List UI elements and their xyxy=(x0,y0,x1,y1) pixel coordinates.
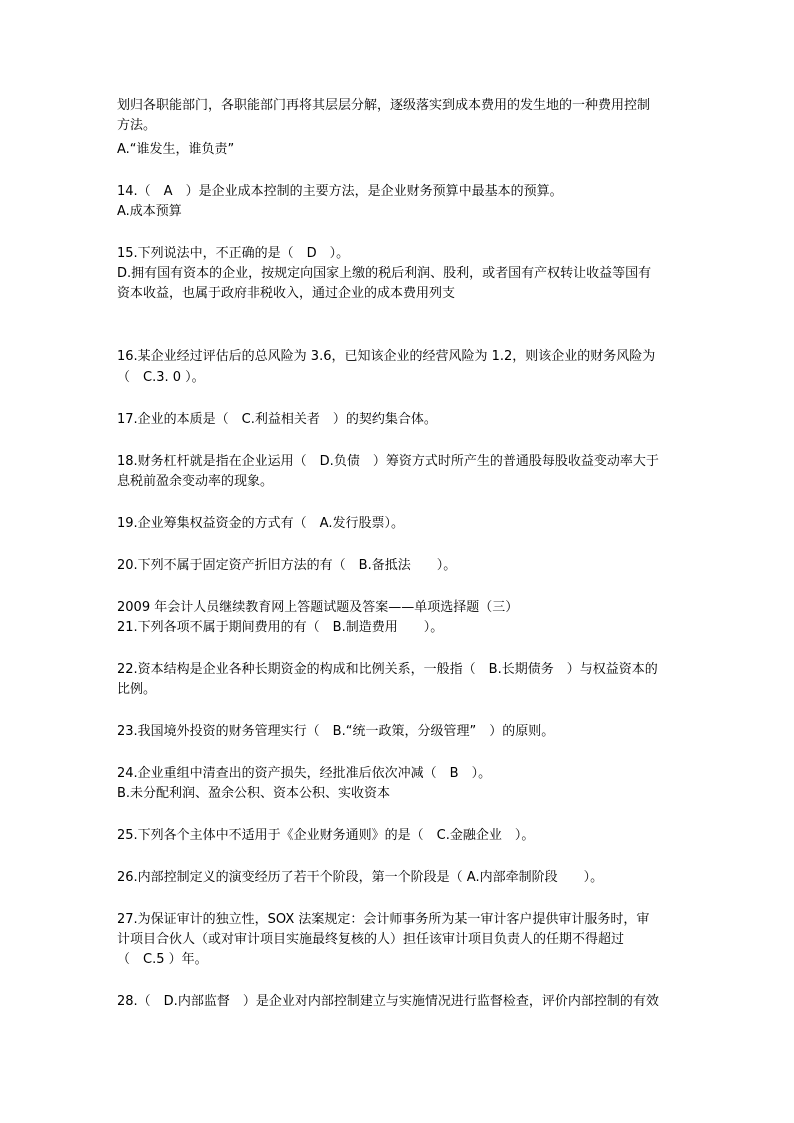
answer-line: 资本收益，也属于政府非税收入，通过企业的成本费用列支 xyxy=(117,286,456,301)
question-14: 14.（ A ）是企业成本控制的主要方法，是企业财务预算中最基本的预算。 xyxy=(117,184,563,199)
question-28: 28.（ D.内部监督 ）是企业对内部控制建立与实施情况进行监督检查，评价内部控制的有效 xyxy=(117,994,659,1009)
answer-line: A.成本预算 xyxy=(117,204,182,219)
question-25: 25.下列各个主体中不适用于《企业财务通则》的是（ C.金融企业 ）。 xyxy=(117,828,535,843)
text-line: 息税前盈余变动率的现象。 xyxy=(117,474,274,489)
question-21: 21.下列各项不属于期间费用的有（ B.制造费用 ）。 xyxy=(117,620,444,635)
answer-line: A.“谁发生，谁负责” xyxy=(117,142,235,157)
question-27: 27.为保证审计的独立性，SOX 法案规定：会计师事务所为某一审计客户提供审计服务时，审 xyxy=(117,912,650,927)
question-19: 19.企业筹集权益资金的方式有（ A.发行股票）。 xyxy=(117,516,404,531)
question-18: 18.财务杠杆就是指在企业运用（ D.负债 ）筹资方式时所产生的普通股每股收益变动率大于 xyxy=(117,454,659,469)
question-26: 26.内部控制定义的演变经历了若干个阶段，第一个阶段是（ A.内部牵制阶段 ）。 xyxy=(117,870,604,885)
question-23: 23.我国境外投资的财务管理实行（ B.“统一政策，分级管理” ）的原则。 xyxy=(117,724,555,739)
answer-line: B.未分配利润、盈余公积、资本公积、实收资本 xyxy=(117,786,391,801)
text-line: 划归各职能部门，各职能部门再将其层层分解，逐级落实到成本费用的发生地的一种费用控制 xyxy=(117,98,651,113)
question-17: 17.企业的本质是（ C.利益相关者 ）的契约集合体。 xyxy=(117,412,437,427)
question-20: 20.下列不属于固定资产折旧方法的有（ B.备抵法 ）。 xyxy=(117,558,457,573)
section-heading: 2009 年会计人员继续教育网上答题试题及答案——单项选择题（三） xyxy=(117,600,519,615)
text-line: 计项目合伙人（或对审计项目实施最终复核的人）担任该审计项目负责人的任期不得超过 xyxy=(117,932,625,947)
question-22: 22.资本结构是企业各种长期资金的构成和比例关系，一般指（ B.长期债务 ）与权益资本的 xyxy=(117,662,658,677)
question-24: 24.企业重组中清查出的资产损失，经批准后依次冲减（ B ）。 xyxy=(117,766,492,781)
text-line: 方法。 xyxy=(117,118,157,133)
text-line: （ C.5 ）年。 xyxy=(117,952,208,967)
answer-line: D.拥有国有资本的企业，按规定向国家上缴的税后利润、股利，或者国有产权转让收益等国有 xyxy=(117,266,652,281)
text-line: 比例。 xyxy=(117,682,157,697)
text-line: （ C.3. 0 ）。 xyxy=(117,370,205,385)
question-15: 15.下列说法中，不正确的是（ D ）。 xyxy=(117,246,350,261)
question-16: 16.某企业经过评估后的总风险为 3.6，已知该企业的经营风险为 1.2，则该企业的财务风险为 xyxy=(117,349,656,364)
